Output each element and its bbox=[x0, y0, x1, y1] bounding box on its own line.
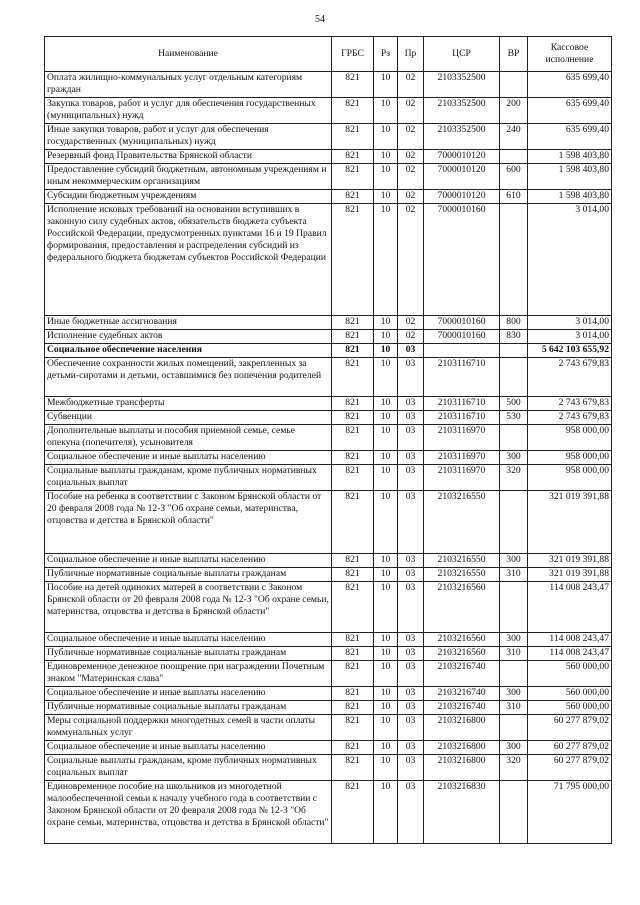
row-amount-cell: 1 598 403,80 bbox=[528, 190, 612, 204]
row-name-cell: Иные бюджетные ассигнования bbox=[45, 316, 332, 330]
row-amount-cell: 635 699,40 bbox=[528, 72, 612, 98]
row-grbs-cell: 821 bbox=[332, 465, 374, 491]
row-rz-cell: 10 bbox=[374, 330, 398, 344]
row-csr-cell: 2103216560 bbox=[424, 633, 500, 647]
row-pr-cell: 02 bbox=[398, 98, 424, 124]
row-csr-cell: 7000010120 bbox=[424, 190, 500, 204]
row-grbs-cell: 821 bbox=[332, 633, 374, 647]
row-vr-cell: 320 bbox=[500, 465, 528, 491]
row-rz-cell: 10 bbox=[374, 661, 398, 687]
row-name-cell: Публичные нормативные социальные выплаты гражданам bbox=[45, 568, 332, 582]
row-rz-cell: 10 bbox=[374, 397, 398, 411]
row-vr-cell bbox=[500, 204, 528, 316]
table-row bbox=[45, 568, 612, 582]
row-rz-cell: 10 bbox=[374, 715, 398, 741]
row-grbs-cell: 821 bbox=[332, 755, 374, 781]
row-pr-cell: 03 bbox=[398, 491, 424, 554]
row-name-cell: Оплата жилищно-коммунальных услуг отдельным категориям граждан bbox=[45, 72, 332, 98]
row-name-cell: Публичные нормативные социальные выплаты гражданам bbox=[45, 701, 332, 715]
row-amount-cell: 114 008 243,47 bbox=[528, 633, 612, 647]
row-grbs-cell: 821 bbox=[332, 491, 374, 554]
table-row bbox=[45, 582, 612, 633]
row-name-cell: Единовременное пособие на школьников из многодетной малообеспеченной семьи к началу учебного года в соответствии с Законом Брянской области от 20 февраля 2008 года № 12-З "Об охране семьи, материнства, отцовства и детства в Брянской области" bbox=[45, 781, 332, 844]
row-grbs-cell: 821 bbox=[332, 316, 374, 330]
row-rz-cell: 10 bbox=[374, 755, 398, 781]
row-vr-cell: 800 bbox=[500, 316, 528, 330]
row-amount-cell: 635 699,40 bbox=[528, 124, 612, 150]
row-rz-cell: 10 bbox=[374, 425, 398, 451]
row-vr-cell: 610 bbox=[500, 190, 528, 204]
row-csr-cell: 2103116970 bbox=[424, 465, 500, 491]
header-grbs: ГРБС bbox=[332, 37, 374, 72]
table-row bbox=[45, 781, 612, 844]
row-name-cell: Субвенции bbox=[45, 411, 332, 425]
table-header-row bbox=[45, 37, 612, 72]
row-amount-cell: 60 277 879,02 bbox=[528, 715, 612, 741]
row-vr-cell: 240 bbox=[500, 124, 528, 150]
row-csr-cell: 7000010120 bbox=[424, 150, 500, 164]
row-amount-cell: 2 743 679,83 bbox=[528, 411, 612, 425]
row-vr-cell bbox=[500, 582, 528, 633]
table-row bbox=[45, 755, 612, 781]
row-amount-cell: 321 019 391,88 bbox=[528, 491, 612, 554]
row-pr-cell: 03 bbox=[398, 397, 424, 411]
row-csr-cell: 2103216550 bbox=[424, 568, 500, 582]
row-pr-cell: 03 bbox=[398, 701, 424, 715]
table-row bbox=[45, 98, 612, 124]
row-name-cell: Социальные выплаты гражданам, кроме публичных нормативных социальных выплат bbox=[45, 755, 332, 781]
row-rz-cell: 10 bbox=[374, 781, 398, 844]
row-csr-cell: 2103216740 bbox=[424, 661, 500, 687]
row-csr-cell: 2103116710 bbox=[424, 411, 500, 425]
row-rz-cell: 10 bbox=[374, 164, 398, 190]
row-pr-cell: 03 bbox=[398, 755, 424, 781]
row-vr-cell bbox=[500, 781, 528, 844]
row-vr-cell bbox=[500, 425, 528, 451]
row-amount-cell: 71 795 000,00 bbox=[528, 781, 612, 844]
table-row bbox=[45, 741, 612, 755]
row-rz-cell: 10 bbox=[374, 344, 398, 358]
row-vr-cell: 600 bbox=[500, 164, 528, 190]
table-row bbox=[45, 150, 612, 164]
header-vr: ВР bbox=[500, 37, 528, 72]
row-grbs-cell: 821 bbox=[332, 164, 374, 190]
row-rz-cell: 10 bbox=[374, 582, 398, 633]
row-amount-cell: 635 699,40 bbox=[528, 98, 612, 124]
row-csr-cell: 2103216560 bbox=[424, 647, 500, 661]
row-csr-cell: 2103116970 bbox=[424, 451, 500, 465]
row-name-cell: Дополнительные выплаты и пособия приемной семье, семье опекуна (попечителя), усыновителя bbox=[45, 425, 332, 451]
row-pr-cell: 03 bbox=[398, 582, 424, 633]
row-rz-cell: 10 bbox=[374, 701, 398, 715]
row-vr-cell: 530 bbox=[500, 411, 528, 425]
header-csr: ЦСР bbox=[424, 37, 500, 72]
row-name-cell: Пособие на ребенка в соответствии с Законом Брянской области от 20 февраля 2008 года № 12-З "Об охране семьи, материнства, отцовства и детства в Брянской области" bbox=[45, 491, 332, 554]
row-csr-cell: 2103216550 bbox=[424, 491, 500, 554]
row-pr-cell: 03 bbox=[398, 715, 424, 741]
row-rz-cell: 10 bbox=[374, 465, 398, 491]
row-rz-cell: 10 bbox=[374, 150, 398, 164]
row-name-cell: Исполнение исковых требований на основании вступивших в законную силу судебных актов, обязательств бюджета субъекта Российской Федерации, предусмотренных пунктами 16 и 19 Правил формирования, предоставления и распределения субсидий из федерального бюджета бюджетам субъектов Российской Федерации bbox=[45, 204, 332, 316]
row-name-cell: Единовременное денежное поощрение при награждении Почетным знаком "Материнская слава" bbox=[45, 661, 332, 687]
table-row bbox=[45, 316, 612, 330]
row-amount-cell: 60 277 879,02 bbox=[528, 755, 612, 781]
row-pr-cell: 03 bbox=[398, 741, 424, 755]
row-vr-cell bbox=[500, 72, 528, 98]
table-row bbox=[45, 687, 612, 701]
row-pr-cell: 03 bbox=[398, 633, 424, 647]
row-name-cell: Социальное обеспечение населения bbox=[45, 344, 332, 358]
row-grbs-cell: 821 bbox=[332, 397, 374, 411]
header-amount: Кассовое исполнение bbox=[528, 37, 612, 72]
table-row bbox=[45, 411, 612, 425]
table-row bbox=[45, 397, 612, 411]
row-name-cell: Исполнение судебных актов bbox=[45, 330, 332, 344]
table-row bbox=[45, 425, 612, 451]
row-pr-cell: 03 bbox=[398, 647, 424, 661]
row-name-cell: Социальное обеспечение и иные выплаты населению bbox=[45, 633, 332, 647]
row-csr-cell: 2103116710 bbox=[424, 358, 500, 397]
row-vr-cell bbox=[500, 358, 528, 397]
row-grbs-cell: 821 bbox=[332, 124, 374, 150]
row-grbs-cell: 821 bbox=[332, 715, 374, 741]
row-grbs-cell: 821 bbox=[332, 582, 374, 633]
row-grbs-cell: 821 bbox=[332, 451, 374, 465]
row-grbs-cell: 821 bbox=[332, 568, 374, 582]
row-rz-cell: 10 bbox=[374, 568, 398, 582]
row-vr-cell: 830 bbox=[500, 330, 528, 344]
row-rz-cell: 10 bbox=[374, 358, 398, 397]
row-pr-cell: 03 bbox=[398, 411, 424, 425]
row-rz-cell: 10 bbox=[374, 491, 398, 554]
row-amount-cell: 321 019 391,88 bbox=[528, 568, 612, 582]
row-vr-cell: 320 bbox=[500, 755, 528, 781]
row-rz-cell: 10 bbox=[374, 411, 398, 425]
row-pr-cell: 02 bbox=[398, 124, 424, 150]
row-vr-cell bbox=[500, 344, 528, 358]
row-pr-cell: 03 bbox=[398, 781, 424, 844]
row-pr-cell: 03 bbox=[398, 661, 424, 687]
row-csr-cell: 2103216560 bbox=[424, 582, 500, 633]
row-grbs-cell: 821 bbox=[332, 190, 374, 204]
row-grbs-cell: 821 bbox=[332, 204, 374, 316]
row-rz-cell: 10 bbox=[374, 204, 398, 316]
row-rz-cell: 10 bbox=[374, 554, 398, 568]
row-vr-cell: 500 bbox=[500, 397, 528, 411]
row-amount-cell: 3 014,00 bbox=[528, 330, 612, 344]
row-vr-cell: 300 bbox=[500, 554, 528, 568]
row-csr-cell: 2103216550 bbox=[424, 554, 500, 568]
row-csr-cell bbox=[424, 344, 500, 358]
row-pr-cell: 02 bbox=[398, 164, 424, 190]
table-row bbox=[45, 451, 612, 465]
row-grbs-cell: 821 bbox=[332, 72, 374, 98]
table-row bbox=[45, 124, 612, 150]
row-csr-cell: 2103216800 bbox=[424, 755, 500, 781]
row-amount-cell: 560 000,00 bbox=[528, 661, 612, 687]
row-csr-cell: 2103216740 bbox=[424, 701, 500, 715]
row-rz-cell: 10 bbox=[374, 124, 398, 150]
row-pr-cell: 02 bbox=[398, 72, 424, 98]
row-amount-cell: 1 598 403,80 bbox=[528, 150, 612, 164]
budget-execution-table bbox=[44, 36, 612, 844]
row-csr-cell: 7000010120 bbox=[424, 164, 500, 190]
page-number: 54 bbox=[315, 14, 325, 25]
row-name-cell: Меры социальной поддержки многодетных семей в части оплаты коммунальных услуг bbox=[45, 715, 332, 741]
row-amount-cell: 958 000,00 bbox=[528, 451, 612, 465]
row-amount-cell: 958 000,00 bbox=[528, 425, 612, 451]
row-name-cell: Обеспечение сохранности жилых помещений, закрепленных за детьми-сиротами и детьми, оставшимися без попечения родителей bbox=[45, 358, 332, 397]
row-csr-cell: 2103216740 bbox=[424, 687, 500, 701]
header-pr: Пр bbox=[398, 37, 424, 72]
row-name-cell: Публичные нормативные социальные выплаты гражданам bbox=[45, 647, 332, 661]
table-row bbox=[45, 72, 612, 98]
row-vr-cell: 300 bbox=[500, 687, 528, 701]
row-grbs-cell: 821 bbox=[332, 554, 374, 568]
row-vr-cell: 310 bbox=[500, 701, 528, 715]
row-csr-cell: 7000010160 bbox=[424, 316, 500, 330]
row-grbs-cell: 821 bbox=[332, 98, 374, 124]
row-rz-cell: 10 bbox=[374, 687, 398, 701]
table-row bbox=[45, 164, 612, 190]
row-name-cell: Пособие на детей одиноких матерей в соответствии с Законом Брянской области от 20 февраля 2008 года № 12-З "Об охране семьи, материнства, отцовства и детства в Брянской области" bbox=[45, 582, 332, 633]
row-pr-cell: 03 bbox=[398, 465, 424, 491]
row-grbs-cell: 821 bbox=[332, 647, 374, 661]
row-amount-cell: 5 642 103 655,92 bbox=[528, 344, 612, 358]
row-vr-cell bbox=[500, 491, 528, 554]
row-csr-cell: 2103216830 bbox=[424, 781, 500, 844]
row-name-cell: Резервный фонд Правительства Брянской области bbox=[45, 150, 332, 164]
table-row bbox=[45, 701, 612, 715]
row-grbs-cell: 821 bbox=[332, 425, 374, 451]
row-rz-cell: 10 bbox=[374, 72, 398, 98]
row-pr-cell: 03 bbox=[398, 554, 424, 568]
row-name-cell: Социальное обеспечение и иные выплаты населению bbox=[45, 741, 332, 755]
row-pr-cell: 02 bbox=[398, 204, 424, 316]
row-amount-cell: 958 000,00 bbox=[528, 465, 612, 491]
row-vr-cell: 300 bbox=[500, 633, 528, 647]
table-row bbox=[45, 715, 612, 741]
row-amount-cell: 60 277 879,02 bbox=[528, 741, 612, 755]
row-rz-cell: 10 bbox=[374, 451, 398, 465]
row-csr-cell: 2103116970 bbox=[424, 425, 500, 451]
row-grbs-cell: 821 bbox=[332, 344, 374, 358]
row-grbs-cell: 821 bbox=[332, 741, 374, 755]
row-rz-cell: 10 bbox=[374, 633, 398, 647]
row-name-cell: Социальное обеспечение и иные выплаты населению bbox=[45, 451, 332, 465]
table-row bbox=[45, 330, 612, 344]
row-name-cell: Предоставление субсидий бюджетным, автономным учреждениям и иным некоммерческим организациям bbox=[45, 164, 332, 190]
row-amount-cell: 114 008 243,47 bbox=[528, 647, 612, 661]
table-row bbox=[45, 190, 612, 204]
row-vr-cell: 310 bbox=[500, 647, 528, 661]
row-vr-cell: 300 bbox=[500, 451, 528, 465]
row-pr-cell: 03 bbox=[398, 358, 424, 397]
row-name-cell: Закупка товаров, работ и услуг для обеспечения государственных (муниципальных) нужд bbox=[45, 98, 332, 124]
row-vr-cell bbox=[500, 715, 528, 741]
row-amount-cell: 1 598 403,80 bbox=[528, 164, 612, 190]
row-pr-cell: 03 bbox=[398, 425, 424, 451]
row-grbs-cell: 821 bbox=[332, 781, 374, 844]
row-amount-cell: 3 014,00 bbox=[528, 316, 612, 330]
header-rz: Рз bbox=[374, 37, 398, 72]
row-csr-cell: 2103216800 bbox=[424, 715, 500, 741]
row-grbs-cell: 821 bbox=[332, 358, 374, 397]
table-row bbox=[45, 358, 612, 397]
row-vr-cell: 300 bbox=[500, 741, 528, 755]
table-row bbox=[45, 647, 612, 661]
row-csr-cell: 2103216800 bbox=[424, 741, 500, 755]
table-row bbox=[45, 204, 612, 316]
row-name-cell: Субсидии бюджетным учреждениям bbox=[45, 190, 332, 204]
row-rz-cell: 10 bbox=[374, 190, 398, 204]
row-amount-cell: 560 000,00 bbox=[528, 701, 612, 715]
row-pr-cell: 02 bbox=[398, 190, 424, 204]
row-vr-cell bbox=[500, 661, 528, 687]
row-name-cell: Социальные выплаты гражданам, кроме публичных нормативных социальных выплат bbox=[45, 465, 332, 491]
row-name-cell: Иные закупки товаров, работ и услуг для обеспечения государственных (муниципальных) нужд bbox=[45, 124, 332, 150]
table-row bbox=[45, 554, 612, 568]
row-grbs-cell: 821 bbox=[332, 411, 374, 425]
row-grbs-cell: 821 bbox=[332, 661, 374, 687]
row-rz-cell: 10 bbox=[374, 741, 398, 755]
row-grbs-cell: 821 bbox=[332, 687, 374, 701]
row-vr-cell: 200 bbox=[500, 98, 528, 124]
row-csr-cell: 2103352500 bbox=[424, 124, 500, 150]
table-row bbox=[45, 465, 612, 491]
row-csr-cell: 2103352500 bbox=[424, 72, 500, 98]
table-row bbox=[45, 491, 612, 554]
table-row bbox=[45, 633, 612, 647]
row-vr-cell: 310 bbox=[500, 568, 528, 582]
row-amount-cell: 321 019 391,88 bbox=[528, 554, 612, 568]
row-grbs-cell: 821 bbox=[332, 330, 374, 344]
row-pr-cell: 03 bbox=[398, 451, 424, 465]
table-body bbox=[45, 72, 612, 844]
row-name-cell: Социальное обеспечение и иные выплаты населению bbox=[45, 687, 332, 701]
table-row bbox=[45, 661, 612, 687]
row-csr-cell: 7000010160 bbox=[424, 330, 500, 344]
row-pr-cell: 03 bbox=[398, 687, 424, 701]
row-csr-cell: 2103352500 bbox=[424, 98, 500, 124]
row-rz-cell: 10 bbox=[374, 316, 398, 330]
row-rz-cell: 10 bbox=[374, 647, 398, 661]
row-amount-cell: 114 008 243,47 bbox=[528, 582, 612, 633]
row-name-cell: Социальное обеспечение и иные выплаты населению bbox=[45, 554, 332, 568]
row-csr-cell: 2103116710 bbox=[424, 397, 500, 411]
row-amount-cell: 560 000,00 bbox=[528, 687, 612, 701]
row-pr-cell: 02 bbox=[398, 150, 424, 164]
header-name: Наименование bbox=[45, 37, 332, 72]
row-vr-cell bbox=[500, 150, 528, 164]
row-amount-cell: 2 743 679,83 bbox=[528, 397, 612, 411]
row-pr-cell: 02 bbox=[398, 330, 424, 344]
table-row bbox=[45, 344, 612, 358]
row-pr-cell: 02 bbox=[398, 316, 424, 330]
row-pr-cell: 03 bbox=[398, 568, 424, 582]
row-csr-cell: 7000010160 bbox=[424, 204, 500, 316]
row-name-cell: Межбюджетные трансферты bbox=[45, 397, 332, 411]
row-grbs-cell: 821 bbox=[332, 150, 374, 164]
row-amount-cell: 3 014,00 bbox=[528, 204, 612, 316]
row-amount-cell: 2 743 679,83 bbox=[528, 358, 612, 397]
row-pr-cell: 03 bbox=[398, 344, 424, 358]
row-rz-cell: 10 bbox=[374, 98, 398, 124]
row-grbs-cell: 821 bbox=[332, 701, 374, 715]
